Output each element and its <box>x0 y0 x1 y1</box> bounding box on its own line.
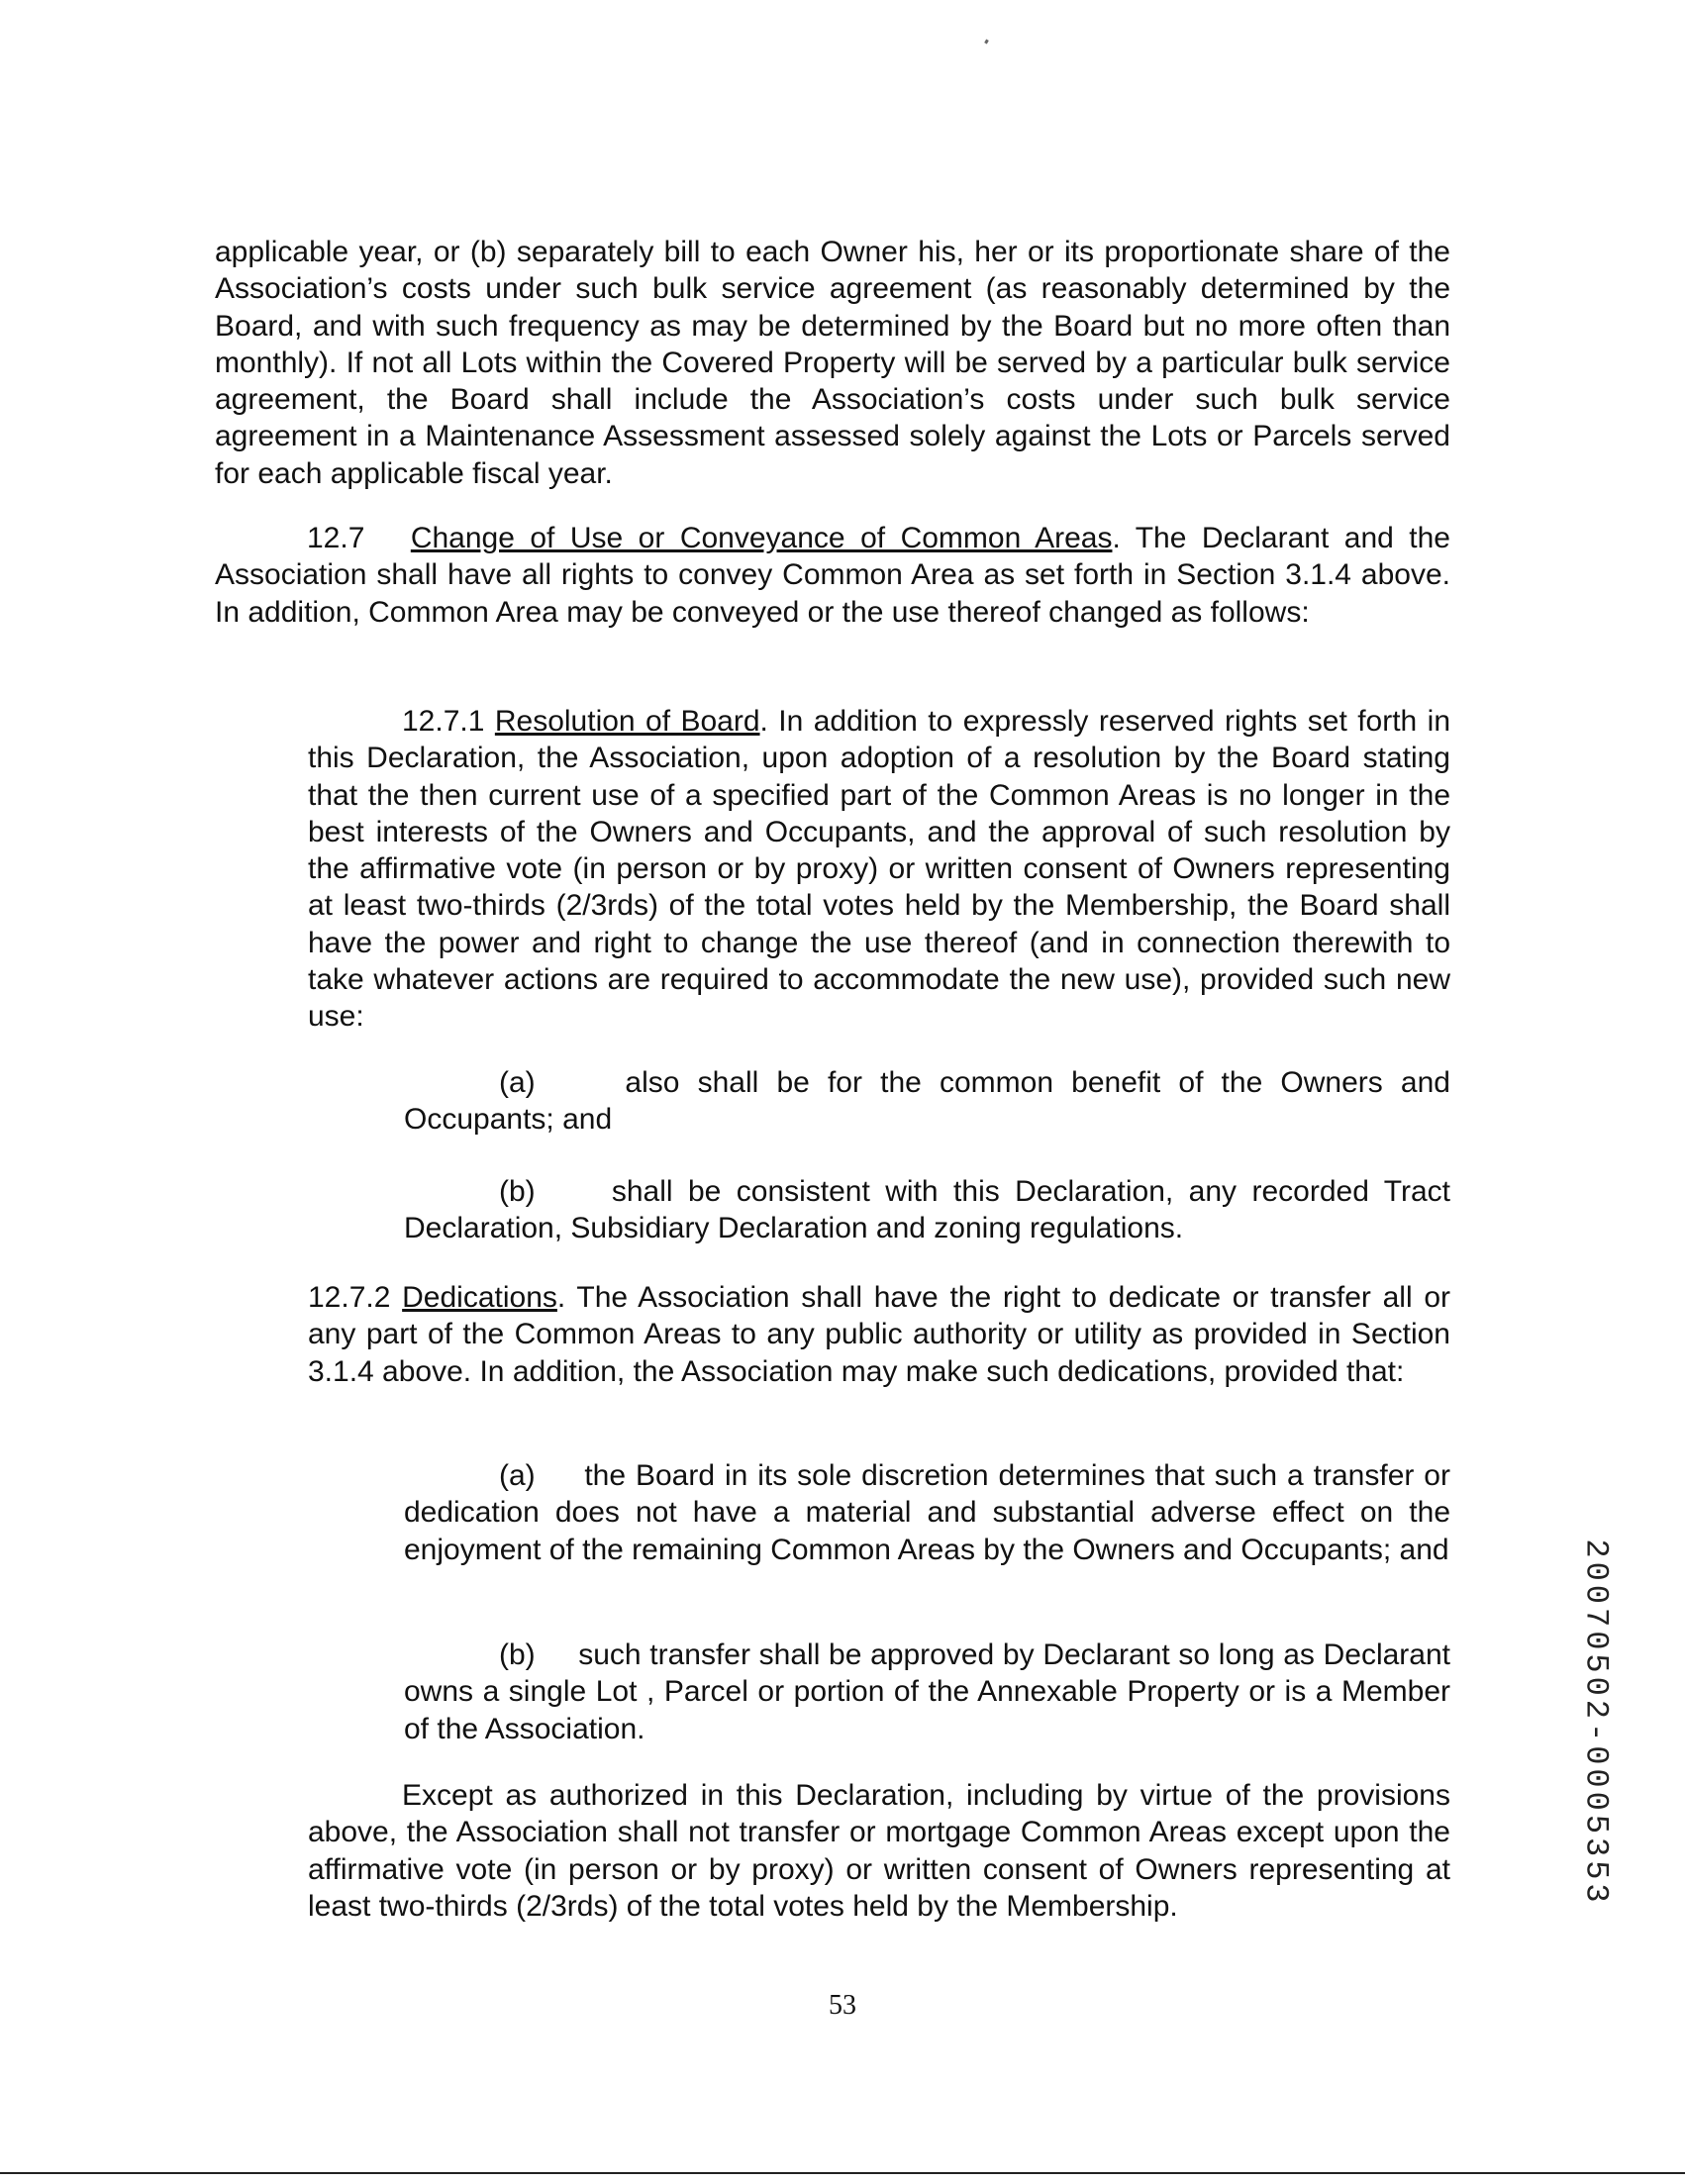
recording-stamp-text: 20070502-0005353 <box>1577 1539 1615 1907</box>
paragraph-continuation <box>215 234 1450 492</box>
closing-paragraph <box>308 1777 1450 1925</box>
section-12-7-2-body: . The Association shall have the right to dedicate or transfer all or any part of the Common Areas to any public authority or utility as provided in Section 3.1.4 above. In addition, the Association may make such dedications, provided that: <box>308 1281 1450 1388</box>
item-label: (b) <box>499 1175 536 1208</box>
section-12-7-1-item-a <box>404 1064 1450 1139</box>
paragraph-continuation-text: applicable year, or (b) separately bill to each Owner his, her or its proportionate share of the Association’s costs under such bulk service agreement (as reasonably determined by the Board, and with such frequency as may be determined by the Board but no more often than monthly). If not all Lots within the Covered Property will be served by a particular bulk service agreement, the Board shall include the Association’s costs under such bulk service agreement in a Maintenance Assessment assessed solely against the Lots or Parcels served for each applicable fiscal year. <box>215 236 1450 490</box>
section-12-7-1-body: . In addition to expressly reserved rights set forth in this Declaration, the Association, upon adoption of a resolution by the Board stating that the then current use of a specified part of the Common Areas is no longer in the best interests of the Owners and Occupants, and the approval of such resolution by the affirmative vote (in person or by proxy) or written consent of Owners representing at least two-thirds (2/3rds) of the total votes held by the Membership, the Board shall have the power and right to change the use thereof (and in connection therewith to take whatever actions are required to accommodate the new use), provided such new use: <box>308 705 1451 1034</box>
item-label: (b) <box>499 1638 536 1671</box>
item-text: the Board in its sole discretion determines that such a transfer or dedication does not have a material and substantial adverse effect on the enjoyment of the remaining Common Areas by the Owners and Occupants; and <box>404 1459 1450 1566</box>
section-12-7-2-number: 12.7.2 <box>308 1281 391 1314</box>
section-12-7-1 <box>308 703 1450 1036</box>
section-12-7-2-heading: Dedications <box>402 1281 557 1314</box>
item-text: such transfer shall be approved by Declarant so long as Declarant owns a single Lot , Parcel or portion of the Annexable Property or is a Member of the Association. <box>404 1638 1450 1745</box>
item-label: (a) <box>499 1066 536 1099</box>
item-text: also shall be for the common benefit of the Owners and Occupants; and <box>404 1066 1450 1137</box>
section-12-7-heading: Change of Use or Conveyance of Common Areas <box>410 522 1113 554</box>
item-label: (a) <box>499 1459 536 1492</box>
section-12-7-1-number: 12.7.1 <box>402 705 485 738</box>
scan-speck <box>984 40 989 45</box>
section-12-7-body: . The Declarant and the Association shall have all rights to convey Common Area as set forth in Section 3.1.4 above. In addition, Common Area may be conveyed or the use thereof changed as follows: <box>215 522 1450 629</box>
section-12-7-number: 12.7 <box>307 522 365 554</box>
section-12-7-1-item-b <box>404 1173 1450 1247</box>
item-text: shall be consistent with this Declaration, any recorded Tract Declaration, Subsidiary Declaration and zoning regulations. <box>404 1175 1450 1245</box>
recording-stamp <box>1576 1539 1616 1907</box>
section-12-7-2-item-b <box>404 1637 1450 1747</box>
bottom-edge-line <box>0 2172 1685 2174</box>
section-12-7-2-item-a <box>404 1457 1450 1568</box>
page-number: 53 <box>829 1990 856 2021</box>
section-12-7-1-heading: Resolution of Board <box>494 705 760 738</box>
section-12-7 <box>215 520 1450 631</box>
closing-paragraph-text: Except as authorized in this Declaration, including by virtue of the provisions above, the Association shall not transfer or mortgage Common Areas except upon the affirmative vote (in person or by proxy) or written consent of Owners representing at least two-thirds (2/3rds) of the total votes held by the Membership. <box>308 1779 1450 1923</box>
section-12-7-2 <box>308 1279 1450 1390</box>
